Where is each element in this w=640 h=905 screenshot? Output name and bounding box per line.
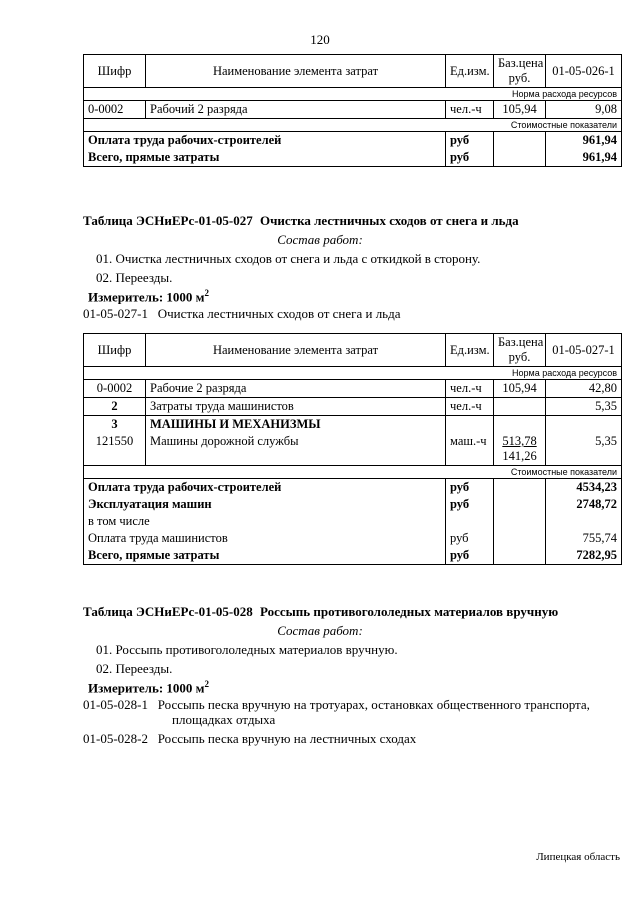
- total-value: 2748,72: [546, 496, 622, 513]
- total-unit: руб: [446, 149, 494, 167]
- header-unit: Ед.изм.: [446, 334, 494, 367]
- total-unit: руб: [446, 479, 494, 497]
- header-norm-code: 01-05-027-1: [546, 334, 622, 367]
- row-name: Рабочие 2 разряда: [146, 380, 446, 398]
- total-name: Оплата труда рабочих-строителей: [84, 479, 446, 497]
- row-price: 105,94: [494, 380, 546, 398]
- measure-unit: Измеритель: 1000 $м^2$: [88, 288, 210, 305]
- work-item: 01. Очистка лестничных сходов от снега и льда с откидкой в сторону.: [96, 251, 481, 266]
- row-unit: чел.-ч: [446, 380, 494, 398]
- total-name: в том числе: [84, 513, 446, 530]
- cost-label: Стоимостные показатели: [84, 466, 622, 479]
- footer-region: Липецкая область: [536, 851, 620, 863]
- row-name: Машины дорожной службы: [146, 433, 446, 466]
- work-composition-label: Состав работ:: [277, 232, 363, 247]
- page-number: 120: [310, 32, 330, 47]
- total-value: 961,94: [546, 132, 622, 150]
- measure-unit: Измеритель: 1000 $м^2$: [88, 679, 210, 696]
- total-value: 755,74: [546, 530, 622, 547]
- row-unit: чел.-ч: [446, 101, 494, 119]
- header-base-price: Баз.цена руб.: [494, 334, 546, 367]
- subsection: 01-05-028-2 Россыпь песка вручную на лестничных сходах: [83, 731, 417, 746]
- row-value: 42,80: [546, 380, 622, 398]
- total-name: Всего, прямые затраты: [84, 547, 446, 565]
- row-code: 0-0002: [84, 101, 146, 119]
- row-code: 3: [84, 416, 146, 434]
- cost-label: Стоимостные показатели: [84, 119, 622, 132]
- total-unit: руб: [446, 530, 494, 547]
- header-name: Наименование элемента затрат: [146, 55, 446, 88]
- subsection: 01-05-027-1 Очистка лестничных сходов от снега и льда: [83, 306, 401, 321]
- norm-label: Норма расхода ресурсов: [84, 88, 622, 101]
- subsection-continued: площадках отдыха: [172, 712, 276, 727]
- row-price: 105,94: [494, 101, 546, 119]
- total-name: Оплата труда рабочих-строителей: [84, 132, 446, 150]
- row-name: Рабочий 2 разряда: [146, 101, 446, 119]
- header-unit: Ед.изм.: [446, 55, 494, 88]
- row-unit: маш.-ч: [446, 433, 494, 466]
- work-item: 02. Переезды.: [96, 661, 173, 676]
- total-value: 961,94: [546, 149, 622, 167]
- total-name: Эксплуатация машин: [84, 496, 446, 513]
- row-price: 513,78 141,26: [494, 433, 546, 466]
- row-name: МАШИНЫ И МЕХАНИЗМЫ: [146, 416, 446, 434]
- total-unit: руб: [446, 547, 494, 565]
- total-unit: руб: [446, 496, 494, 513]
- total-value: 7282,95: [546, 547, 622, 565]
- header-name: Наименование элемента затрат: [146, 334, 446, 367]
- total-value: 4534,23: [546, 479, 622, 497]
- section-title: Таблица ЭСНиЕРс-01-05-028 Россыпь противогололедных материалов вручную: [83, 604, 559, 619]
- row-code: 121550: [84, 433, 146, 466]
- work-item: 01. Россыпь противогололедных материалов вручную.: [96, 642, 398, 657]
- work-composition-label: Состав работ:: [277, 623, 363, 638]
- total-name: Оплата труда машинистов: [84, 530, 446, 547]
- work-item: 02. Переезды.: [96, 270, 173, 285]
- row-name: Затраты труда машинистов: [146, 398, 446, 416]
- total-unit: руб: [446, 132, 494, 150]
- section-title: Таблица ЭСНиЕРс-01-05-027 Очистка лестничных сходов от снега и льда: [83, 213, 519, 228]
- header-code: Шифр: [84, 334, 146, 367]
- row-code: 2: [84, 398, 146, 416]
- header-base-price: Баз.цена руб.: [494, 55, 546, 88]
- norm-table-2: [83, 333, 622, 565]
- norm-label: Норма расхода ресурсов: [84, 367, 622, 380]
- norm-table-1: [83, 54, 622, 167]
- row-value: 5,35: [546, 433, 622, 466]
- row-value: 9,08: [546, 101, 622, 119]
- header-norm-code: 01-05-026-1: [546, 55, 622, 88]
- row-value: 5,35: [546, 398, 622, 416]
- row-code: 0-0002: [84, 380, 146, 398]
- total-name: Всего, прямые затраты: [84, 149, 446, 167]
- row-unit: чел.-ч: [446, 398, 494, 416]
- subsection: 01-05-028-1 Россыпь песка вручную на тротуарах, остановках общественного транспорта,: [83, 697, 590, 712]
- header-code: Шифр: [84, 55, 146, 88]
